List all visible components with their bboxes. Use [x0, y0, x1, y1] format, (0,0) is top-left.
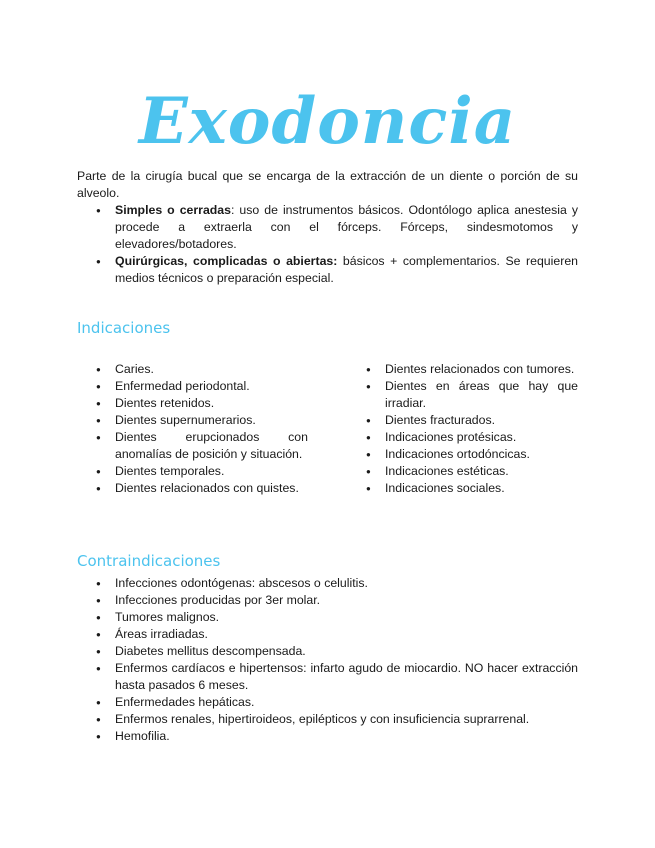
list-item: ● Indicaciones sociales.	[347, 480, 578, 497]
list-item: ● Indicaciones ortodóncicas.	[347, 446, 578, 463]
list-item: ● Dientes fracturados.	[347, 412, 578, 429]
list-item: ● Dientes relacionados con tumores.	[347, 361, 578, 378]
page-title: Exodoncia	[138, 84, 517, 159]
list-item-term: Simples o cerradas	[115, 203, 231, 217]
list-item: ● Infecciones odontógenas: abscesos o celulitis.	[77, 575, 578, 592]
contraindicaciones-list	[77, 575, 578, 745]
list-item: ● Tumores malignos.	[77, 609, 578, 626]
list-item	[77, 253, 578, 287]
list-item: ● Dientes supernumerarios.	[77, 412, 308, 429]
list-item: ● Dientes erupcionados con anomalías de posición y situación.	[77, 429, 308, 463]
list-item: ● Caries.	[77, 361, 308, 378]
intro-paragraph: Parte de la cirugía bucal que se encarga de la extracción de un diente o porción de su alveolo.	[77, 169, 578, 200]
list-item: ● Enfermedad periodontal.	[77, 378, 308, 395]
list-item	[77, 202, 578, 253]
list-item: ● Dientes relacionados con quistes.	[77, 480, 308, 497]
list-item: ● Indicaciones protésicas.	[347, 429, 578, 446]
indicaciones-left-list	[77, 361, 308, 497]
list-item: ● Infecciones producidas por 3er molar.	[77, 592, 578, 609]
list-item: ● Enfermos renales, hipertiroideos, epilépticos y con insuficiencia suprarrenal.	[77, 711, 578, 728]
list-item-text: : uso de instrumentos básicos. Odontólogo aplica anestesia y procede a extraerla con el fórceps. Fórceps, sindesmotomos y elevadores/botadores.	[115, 203, 579, 251]
extraction-types-list	[77, 202, 578, 287]
list-item-term: Quirúrgicas, complicadas o abiertas:	[115, 254, 338, 268]
section-heading-contraindicaciones: Contraindicaciones	[77, 552, 221, 570]
list-item: ● Hemofilia.	[77, 728, 578, 745]
list-item: ● Áreas irradiadas.	[77, 626, 578, 643]
list-item: ● Diabetes mellitus descompensada.	[77, 643, 578, 660]
list-item: ● Enfermos cardíacos e hipertensos: infarto agudo de miocardio. NO hacer extracción hasta pasados 6 meses.	[77, 660, 578, 694]
list-item: ● Dientes temporales.	[77, 463, 308, 480]
list-item-text: básicos + complementarios. Se requieren medios técnicos o preparación especial.	[115, 254, 578, 285]
list-item: ● Dientes en áreas que hay que irradiar.	[347, 378, 578, 412]
section-heading-indicaciones: Indicaciones	[77, 319, 171, 337]
list-item: ● Indicaciones estéticas.	[347, 463, 578, 480]
list-item: ● Enfermedades hepáticas.	[77, 694, 578, 711]
indicaciones-right-list	[347, 361, 578, 497]
list-item: ● Dientes retenidos.	[77, 395, 308, 412]
